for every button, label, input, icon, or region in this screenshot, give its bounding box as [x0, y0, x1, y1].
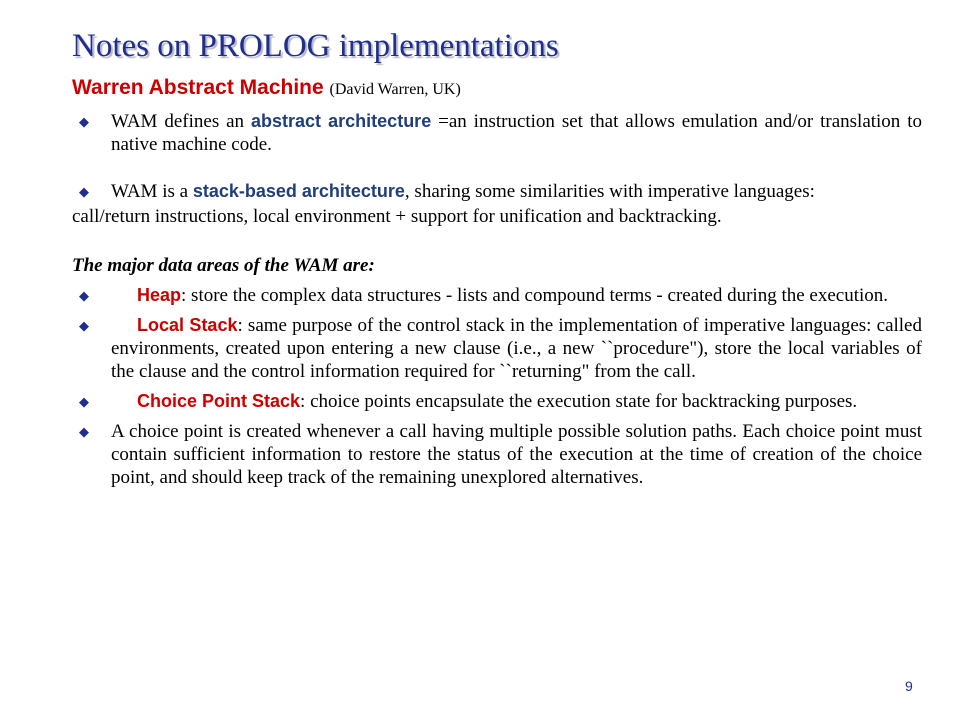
bullet-text-post: : store the complex data structures - lists and compound terms - created during the execution. — [181, 285, 889, 306]
keyword-local-stack: Local Stack — [137, 315, 238, 335]
continuation-line: call/return instructions, local environment + support for unification and backtracking. — [72, 206, 722, 227]
slide-title: Notes on PROLOG implementations — [72, 28, 559, 64]
diamond-bullet-icon: ◆ — [79, 114, 89, 129]
diamond-bullet-icon: ◆ — [79, 318, 89, 333]
diamond-bullet-icon: ◆ — [79, 288, 89, 303]
page-number: 9 — [905, 678, 913, 694]
bullet-text-post: =an instruction set that allows emulation and/or translation to native machine code. — [111, 111, 922, 155]
subtitle-attribution: (David Warren, UK) — [329, 81, 461, 98]
keyword-heap: Heap — [137, 285, 182, 305]
bullet-text-pre: WAM is a — [111, 181, 193, 202]
bullet-choice-point-stack — [72, 390, 922, 413]
bullet-text-pre: WAM defines an — [111, 111, 251, 132]
diamond-bullet-icon: ◆ — [79, 424, 89, 439]
bullet-local-stack — [72, 314, 922, 383]
slide-subtitle — [72, 76, 461, 100]
slide-body — [72, 110, 922, 489]
bullet-text-post: , sharing some similarities with imperative languages: — [404, 181, 815, 202]
keyword-choice-point-stack: Choice Point Stack — [137, 391, 301, 411]
bullet-text: A choice point is created whenever a call having multiple possible solution paths. Each choice point must contain sufficient information to restore the status of the execution at the time of creation of the choice point, and should keep track of the remaining unexplored alternatives. — [111, 421, 922, 488]
diamond-bullet-icon: ◆ — [79, 394, 89, 409]
bullet-text-post: : same purpose of the control stack in the implementation of imperative languages: called environments, created upon entering a new clause (i.e., a new ``procedure"), store the local variables of the clause and the control information required for ``returning" from the call. — [111, 315, 922, 382]
keyword-abstract-architecture: abstract architecture — [250, 111, 432, 131]
data-areas-heading: The major data areas of the WAM are: — [72, 255, 375, 276]
bullet-heap — [72, 284, 922, 307]
bullet-choice-point — [72, 420, 922, 489]
diamond-bullet-icon: ◆ — [79, 184, 89, 199]
bullet-text-post: : choice points encapsulate the execution state for backtracking purposes. — [300, 391, 858, 412]
bullet-stack-based — [72, 180, 922, 203]
keyword-stack-based-architecture: stack-based architecture — [192, 181, 405, 201]
subtitle-text: Warren Abstract Machine — [72, 76, 324, 99]
bullet-abstract-architecture — [72, 110, 922, 156]
